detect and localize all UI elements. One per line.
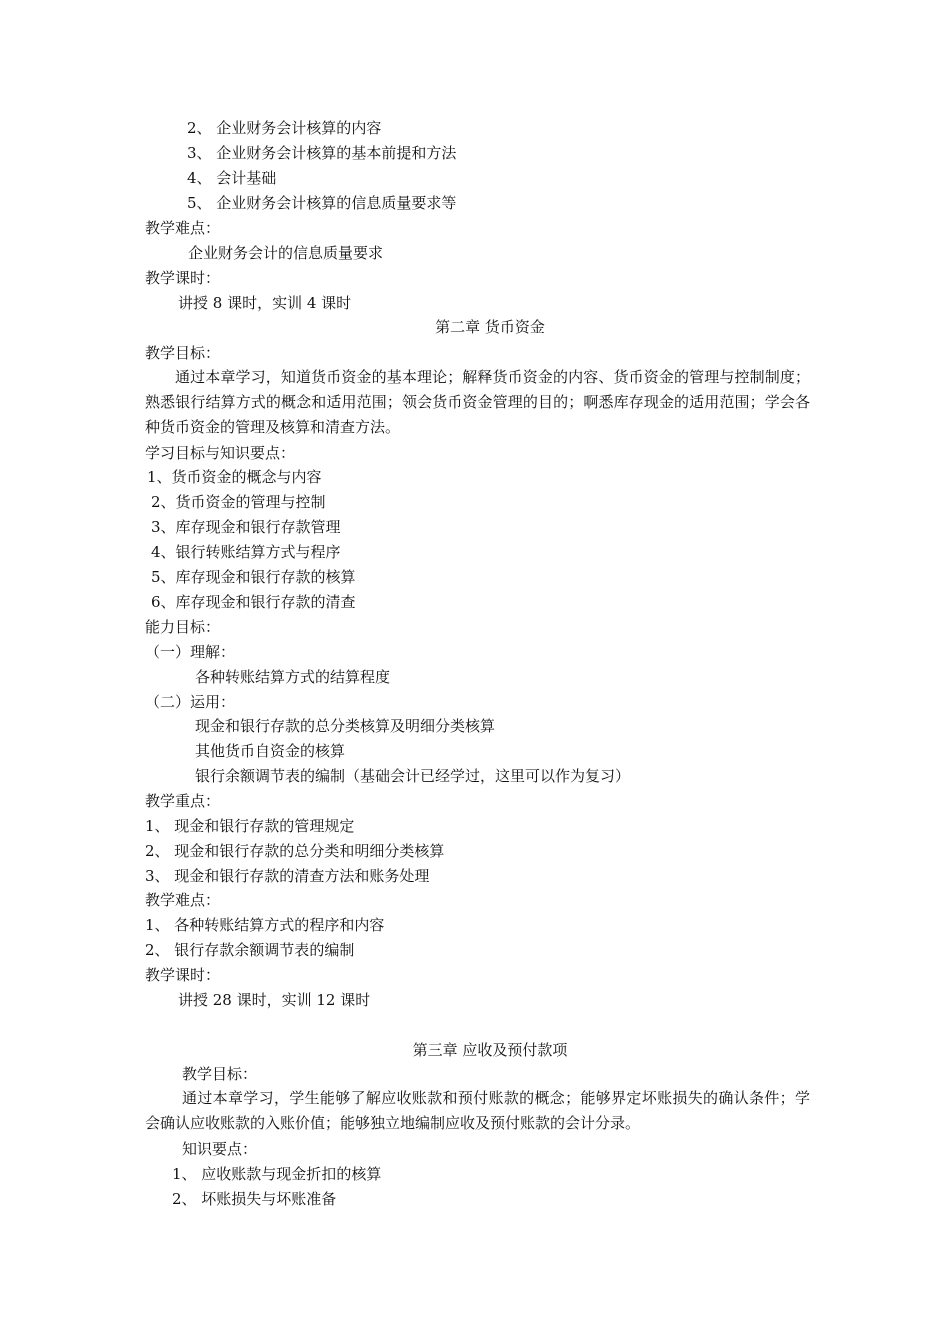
ch2-key-item: 2、 现金和银行存款的总分类和明细分类核算 <box>145 842 445 860</box>
ch1-item-3: 3、 企业财务会计核算的基本前提和方法 <box>187 144 457 162</box>
ch2-objective-text: 通过本章学习，知道货币资金的基本理论；解释货币资金的内容、货币资金的管理与控制制度；熟悉银行结算方式的概念和适用范围；领会货币资金管理的目的；啊悉库存现金的适用范围；学会各种货币资金的管理及核算和清查方法。 <box>145 368 810 436</box>
ch2-key-label: 教学重点： <box>145 792 221 810</box>
ch1-difficulty-label: 教学难点： <box>145 219 221 237</box>
ch3-objective-text: 通过本章学习，学生能够了解应收账款和预付账款的概念；能够界定坏账损失的确认条件；学会确认应收账款的入账价值；能够独立地编制应收及预付账款的会计分录。 <box>145 1089 810 1132</box>
ch1-item-4: 4、 会计基础 <box>187 169 277 187</box>
ch3-objective-label: 教学目标： <box>182 1065 258 1083</box>
ch2-hours-label: 教学课时： <box>145 966 221 984</box>
ch3-knowledge-item: 2、 坏账损失与坏账准备 <box>172 1190 337 1208</box>
chapter3-title: 第三章 应收及预付款项 <box>412 1041 568 1059</box>
ch2-apply-item: 银行余额调节表的编制（基础会计已经学过，这里可以作为复习） <box>195 767 631 785</box>
ch2-difficulty-label: 教学难点： <box>145 891 221 909</box>
ch1-hours-text: 讲授 8 课时，实训 4 课时 <box>178 294 352 312</box>
ch2-objective-label: 教学目标： <box>145 344 221 362</box>
ch2-knowledge-item: 4、银行转账结算方式与程序 <box>151 543 341 561</box>
ch2-knowledge-label: 学习目标与知识要点： <box>145 444 296 462</box>
ch2-knowledge-item: 1、货币资金的概念与内容 <box>147 468 322 486</box>
ch2-apply-item: 现金和银行存款的总分类核算及明细分类核算 <box>195 717 496 735</box>
ch2-difficulty-item: 2、 银行存款余额调节表的编制 <box>145 941 355 959</box>
ch2-knowledge-item: 2、货币资金的管理与控制 <box>151 493 326 511</box>
ch2-apply-item: 其他货币自资金的核算 <box>195 742 346 760</box>
ch2-knowledge-item: 5、库存现金和银行存款的核算 <box>151 568 356 586</box>
ch2-ability-label: 能力目标： <box>145 618 221 636</box>
ch2-difficulty-item: 1、 各种转账结算方式的程序和内容 <box>145 916 385 934</box>
ch2-knowledge-item: 6、库存现金和银行存款的清查 <box>151 593 356 611</box>
chapter2-title: 第二章 货币资金 <box>435 318 545 336</box>
ch2-hours-text: 讲授 28 课时，实训 12 课时 <box>178 991 371 1009</box>
ch2-key-item: 3、 现金和银行存款的清查方法和账务处理 <box>145 867 430 885</box>
ch2-apply-label: （二）运用： <box>145 693 236 711</box>
ch1-item-2: 2、 企业财务会计核算的内容 <box>187 119 382 137</box>
ch1-difficulty-text: 企业财务会计的信息质量要求 <box>188 244 384 262</box>
ch1-hours-label: 教学课时： <box>145 269 221 287</box>
ch1-item-5: 5、 企业财务会计核算的信息质量要求等 <box>187 194 457 212</box>
ch2-key-item: 1、 现金和银行存款的管理规定 <box>145 817 355 835</box>
ch3-knowledge-label: 知识要点： <box>182 1140 258 1158</box>
ch2-knowledge-item: 3、库存现金和银行存款管理 <box>151 518 341 536</box>
ch2-understand-item: 各种转账结算方式的结算程度 <box>195 668 391 686</box>
ch2-understand-label: （一）理解： <box>145 643 236 661</box>
ch3-knowledge-item: 1、 应收账款与现金折扣的核算 <box>172 1165 382 1183</box>
